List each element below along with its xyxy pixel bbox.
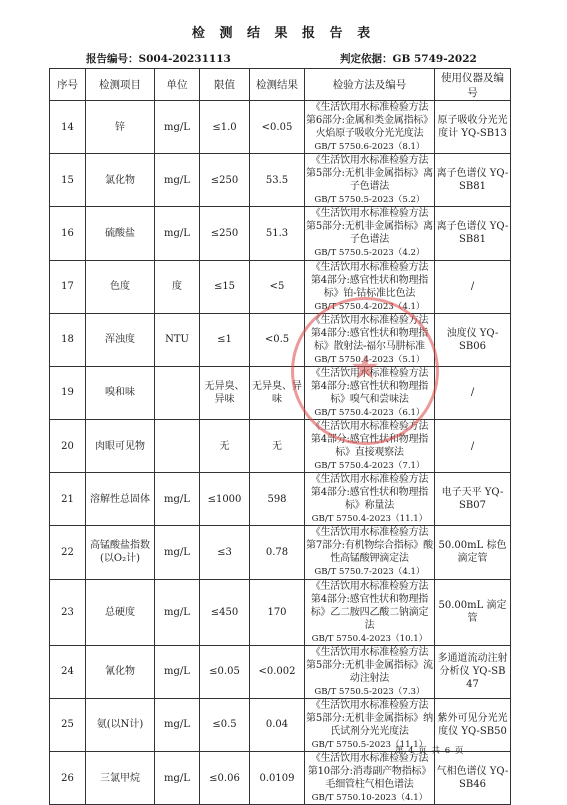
cell-result: 无 (250, 420, 305, 473)
table-row (50, 154, 511, 207)
table-row (50, 207, 511, 260)
method-standard: GB/T 5750.4-2023（11.1） (311, 514, 428, 525)
cell-method (305, 313, 435, 366)
cell-method (305, 579, 435, 645)
cell-unit: mg/L (155, 101, 200, 154)
header-item: 检测项目 (86, 69, 155, 101)
cell-result: 0.78 (250, 526, 305, 579)
cell-unit: mg/L (155, 526, 200, 579)
method-standard: GB/T 5750.5-2023（11.1） (311, 739, 428, 750)
cell-no: 15 (50, 154, 86, 207)
cell-no: 21 (50, 473, 86, 526)
method-text: 《生活饮用水标准检验方法 第4部分:感官性状和物理指标》散射法-福尔马肼标准 (310, 314, 429, 352)
method-text: 《生活饮用水标准检验方法 第5部分:无机非金属指标》纳氏试剂分光光度法 (306, 699, 433, 737)
judgment-basis: 判定依据：GB 5749-2022 (340, 53, 477, 65)
header-unit: 单位 (155, 69, 200, 101)
cell-unit: mg/L (155, 698, 200, 751)
cell-unit: mg/L (155, 579, 200, 645)
cell-item: 色度 (86, 260, 155, 313)
cell-item: 溶解性总固体 (86, 473, 155, 526)
method-standard: GB/T 5750.4-2023（6.1） (314, 407, 425, 418)
cell-instrument: 浊度仪 YQ-SB06 (435, 313, 511, 366)
seal-star-icon: ★ (349, 348, 381, 388)
cell-limit: ≤15 (200, 260, 250, 313)
cell-method (305, 420, 435, 473)
cell-no: 17 (50, 260, 86, 313)
cell-result: 51.3 (250, 207, 305, 260)
cell-no: 19 (50, 366, 86, 419)
method-standard: GB/T 5750.4-2023（7.1） (314, 461, 425, 472)
cell-unit: mg/L (155, 154, 200, 207)
cell-item: 氯化物 (86, 154, 155, 207)
cell-instrument: 50.00mL 滴定管 (435, 579, 511, 645)
cell-item: 三氯甲烷 (86, 752, 155, 805)
table-row (50, 473, 511, 526)
cell-instrument: 离子色谱仪 YQ-SB81 (435, 154, 511, 207)
header-no: 序号 (50, 69, 86, 101)
cell-no: 18 (50, 313, 86, 366)
method-text: 《生活饮用水标准检验方法 第4部分:感官性状和物理指标》嗅气和尝味法 (310, 367, 429, 405)
table-header-row (50, 69, 511, 101)
cell-method (305, 154, 435, 207)
cell-result: 170 (250, 579, 305, 645)
cell-item: 嗅和味 (86, 366, 155, 419)
cell-result: <0.05 (250, 101, 305, 154)
cell-limit: ≤250 (200, 207, 250, 260)
cell-limit: ≤0.05 (200, 645, 250, 698)
cell-method (305, 752, 435, 805)
method-standard: GB/T 5750.4-2023（4.1） (314, 301, 425, 312)
cell-limit: ≤0.06 (200, 752, 250, 805)
cell-result: 598 (250, 473, 305, 526)
cell-limit: ≤1 (200, 313, 250, 366)
cell-item: 锌 (86, 101, 155, 154)
cell-unit: mg/L (155, 645, 200, 698)
method-text: 《生活饮用水标准检验方法 第5部分:无机非金属指标》离子色谱法 (306, 155, 433, 193)
method-text: 《生活饮用水标准检验方法 第7部分:有机物综合指标》酸性高锰酸钾滴定法 (306, 527, 433, 565)
cell-unit: NTU (155, 313, 200, 366)
table-row (50, 260, 511, 313)
method-text: 《生活饮用水标准检验方法 第4部分:感官性状和物理指标》铂-钴标准比色法 (310, 261, 429, 299)
cell-method (305, 473, 435, 526)
cell-item: 硫酸盐 (86, 207, 155, 260)
method-standard: GB/T 5750.5-2023（7.3） (314, 686, 425, 697)
table-row (50, 752, 511, 805)
cell-no: 26 (50, 752, 86, 805)
method-standard: GB/T 5750.4-2023（5.1） (314, 354, 425, 365)
table-row (50, 366, 511, 419)
cell-method (305, 207, 435, 260)
cell-method (305, 260, 435, 313)
cell-result: <0.002 (250, 645, 305, 698)
cell-unit: mg/L (155, 207, 200, 260)
table-row (50, 645, 511, 698)
method-text: 《生活饮用水标准检验方法 第10部分:消毒副产物指标》毛细管柱气相色谱法 (307, 753, 432, 791)
cell-no: 24 (50, 645, 86, 698)
cell-instrument: / (435, 420, 511, 473)
cell-limit: 无 (200, 420, 250, 473)
cell-result: 无异臭、异味 (250, 366, 305, 419)
cell-method (305, 526, 435, 579)
cell-instrument: 紫外可见分光光度仪 YQ-SB50 (435, 698, 511, 751)
cell-no: 25 (50, 698, 86, 751)
cell-instrument: 原子吸收分光光度计 YQ-SB13 (435, 101, 511, 154)
cell-limit: ≤1.0 (200, 101, 250, 154)
cell-item: 肉眼可见物 (86, 420, 155, 473)
cell-result: 0.0109 (250, 752, 305, 805)
method-standard: GB/T 5750.7-2023（4.1） (314, 567, 425, 578)
cell-no: 20 (50, 420, 86, 473)
table-row (50, 101, 511, 154)
cell-instrument: 50.00mL 棕色滴定管 (435, 526, 511, 579)
cell-item: 氰化物 (86, 645, 155, 698)
method-text: 《生活饮用水标准检验方法 第5部分:无机非金属指标》流动注射法 (306, 646, 433, 684)
cell-unit: mg/L (155, 752, 200, 805)
method-text: 《生活饮用水标准检验方法 第6部分:金属和类金属指标》火焰原子吸收分光光度法 (306, 102, 433, 139)
cell-result: <5 (250, 260, 305, 313)
cell-instrument: / (435, 260, 511, 313)
cell-no: 14 (50, 101, 86, 154)
cell-result: 53.5 (250, 154, 305, 207)
report-title: 检 测 结 果 报 告 表 (191, 26, 376, 41)
method-text: 《生活饮用水标准检验方法 第4部分:感官性状和物理指标》直接观察法 (310, 421, 429, 459)
cell-limit: ≤0.5 (200, 698, 250, 751)
cell-limit: 无异臭、异味 (200, 366, 250, 419)
cell-unit (155, 420, 200, 473)
method-text: 《生活饮用水标准检验方法 第4部分:感官性状和物理指标》乙二胺四乙酸二钠滴定法 (310, 580, 429, 631)
method-standard: GB/T 5750.6-2023（8.1） (314, 142, 425, 152)
header-instrument: 使用仪器及编号 (435, 69, 511, 101)
cell-item: 浑浊度 (86, 313, 155, 366)
cell-item: 总硬度 (86, 579, 155, 645)
page-footer: 第 4 页 共 6 页 (395, 746, 465, 756)
method-text: 《生活饮用水标准检验方法 第4部分:感官性状和物理指标》称量法 (310, 474, 429, 512)
cell-no: 23 (50, 579, 86, 645)
cell-item: 高锰酸盐指数(以O₂计) (86, 526, 155, 579)
cell-instrument: 电子天平 YQ-SB07 (435, 473, 511, 526)
header-limit: 限值 (200, 69, 250, 101)
cell-instrument: 气相色谱仪 YQ-SB46 (435, 752, 511, 805)
cell-result: <0.5 (250, 313, 305, 366)
method-standard: GB/T 5750.5-2023（4.2） (314, 248, 425, 259)
cell-no: 16 (50, 207, 86, 260)
cell-instrument: 多通道流动注射分析仪 YQ-SB 47 (435, 645, 511, 698)
table-row (50, 526, 511, 579)
cell-no: 22 (50, 526, 86, 579)
method-standard: GB/T 5750.10-2023（4.1） (311, 793, 428, 804)
cell-method (305, 101, 435, 154)
cell-limit: ≤1000 (200, 473, 250, 526)
cell-unit: 度 (155, 260, 200, 313)
cell-limit: ≤250 (200, 154, 250, 207)
header-method: 检验方法及编号 (305, 69, 435, 101)
method-standard: GB/T 5750.4-2023（10.1） (311, 633, 428, 644)
cell-method (305, 645, 435, 698)
cell-instrument: 离子色谱仪 YQ-SB81 (435, 207, 511, 260)
cell-result: 0.04 (250, 698, 305, 751)
results-table (49, 68, 511, 805)
cell-method (305, 366, 435, 419)
cell-instrument: / (435, 366, 511, 419)
cell-limit: ≤450 (200, 579, 250, 645)
table-row (50, 579, 511, 645)
cell-unit: mg/L (155, 473, 200, 526)
table-row (50, 420, 511, 473)
cell-item: 氨(以N计) (86, 698, 155, 751)
method-standard: GB/T 5750.5-2023（5.2） (314, 195, 425, 206)
header-result: 检测结果 (250, 69, 305, 101)
cell-unit (155, 366, 200, 419)
report-number: 报告编号：S004-20231113 (86, 53, 231, 65)
table-row (50, 313, 511, 366)
cell-limit: ≤3 (200, 526, 250, 579)
method-text: 《生活饮用水标准检验方法 第5部分:无机非金属指标》离子色谱法 (306, 208, 433, 246)
